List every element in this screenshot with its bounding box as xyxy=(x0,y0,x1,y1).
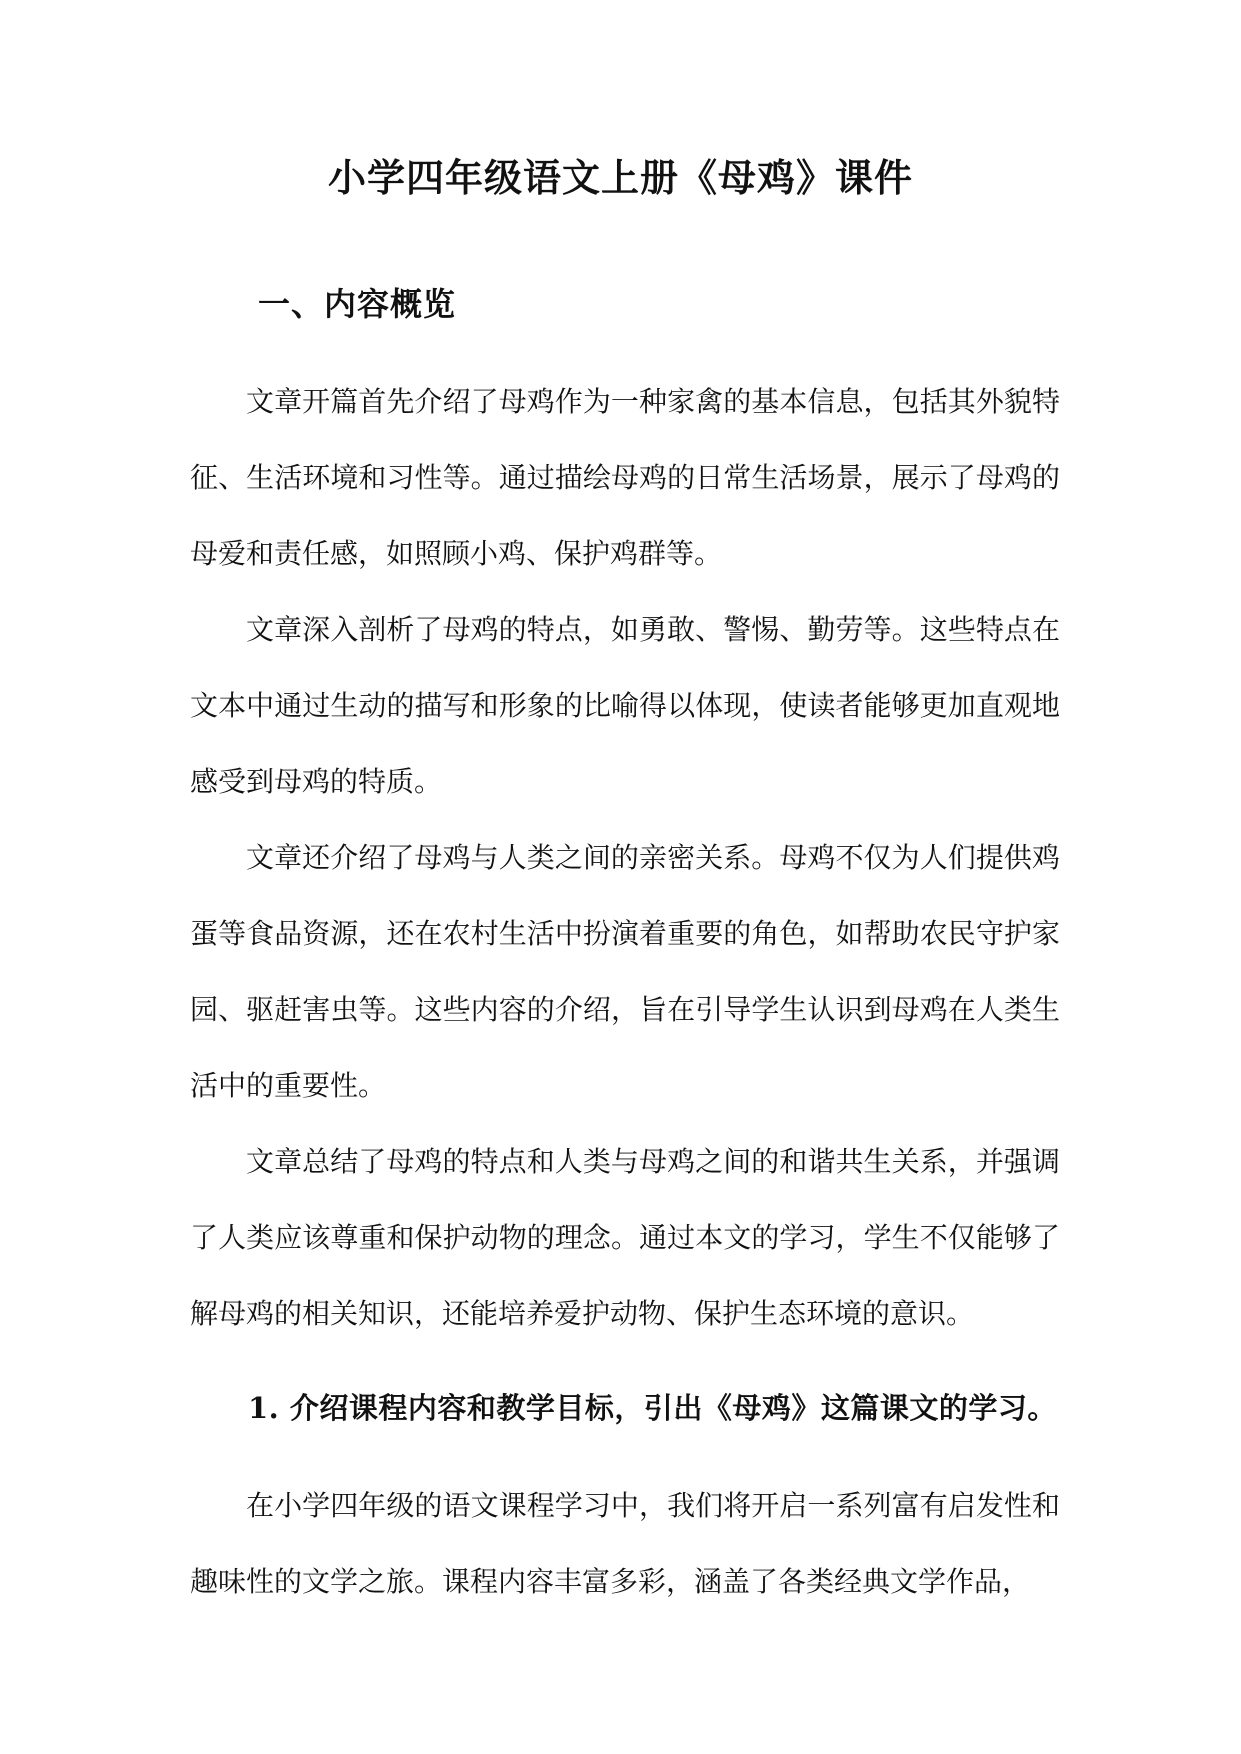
paragraph: 文章开篇首先介绍了母鸡作为一种家禽的基本信息，包括其外貌特征、生活环境和习性等。通过描绘母鸡的日常生活场景，展示了母鸡的母爱和责任感，如照顾小鸡、保护鸡群等。 xyxy=(190,385,1060,570)
paragraph: 文章总结了母鸡的特点和人类与母鸡之间的和谐共生关系，并强调了人类应该尊重和保护动物的理念。通过本文的学习，学生不仅能够了解母鸡的相关知识，还能培养爱护动物、保护生态环境的意识。 xyxy=(190,1145,1060,1330)
section-heading: 一、内容概览 xyxy=(258,285,457,323)
paragraph: 文章还介绍了母鸡与人类之间的亲密关系。母鸡不仅为人们提供鸡蛋等食品资源，还在农村生活中扮演着重要的角色，如帮助农民守护家园、驱赶害虫等。这些内容的介绍，旨在引导学生认识到母鸡在人类生活中的重要性。 xyxy=(190,841,1060,1102)
numbered-subheading: 1. 介绍课程内容和教学目标，引出《母鸡》这篇课文的学习。 xyxy=(248,1391,1057,1425)
paragraph: 在小学四年级的语文课程学习中，我们将开启一系列富有启发性和趣味性的文学之旅。课程内容丰富多彩，涵盖了各类经典文学作品， xyxy=(190,1489,1060,1598)
page-title: 小学四年级语文上册《母鸡》课件 xyxy=(327,155,913,200)
paragraph: 文章深入剖析了母鸡的特点，如勇敢、警惕、勤劳等。这些特点在文本中通过生动的描写和形象的比喻得以体现，使读者能够更加直观地感受到母鸡的特质。 xyxy=(190,613,1060,798)
